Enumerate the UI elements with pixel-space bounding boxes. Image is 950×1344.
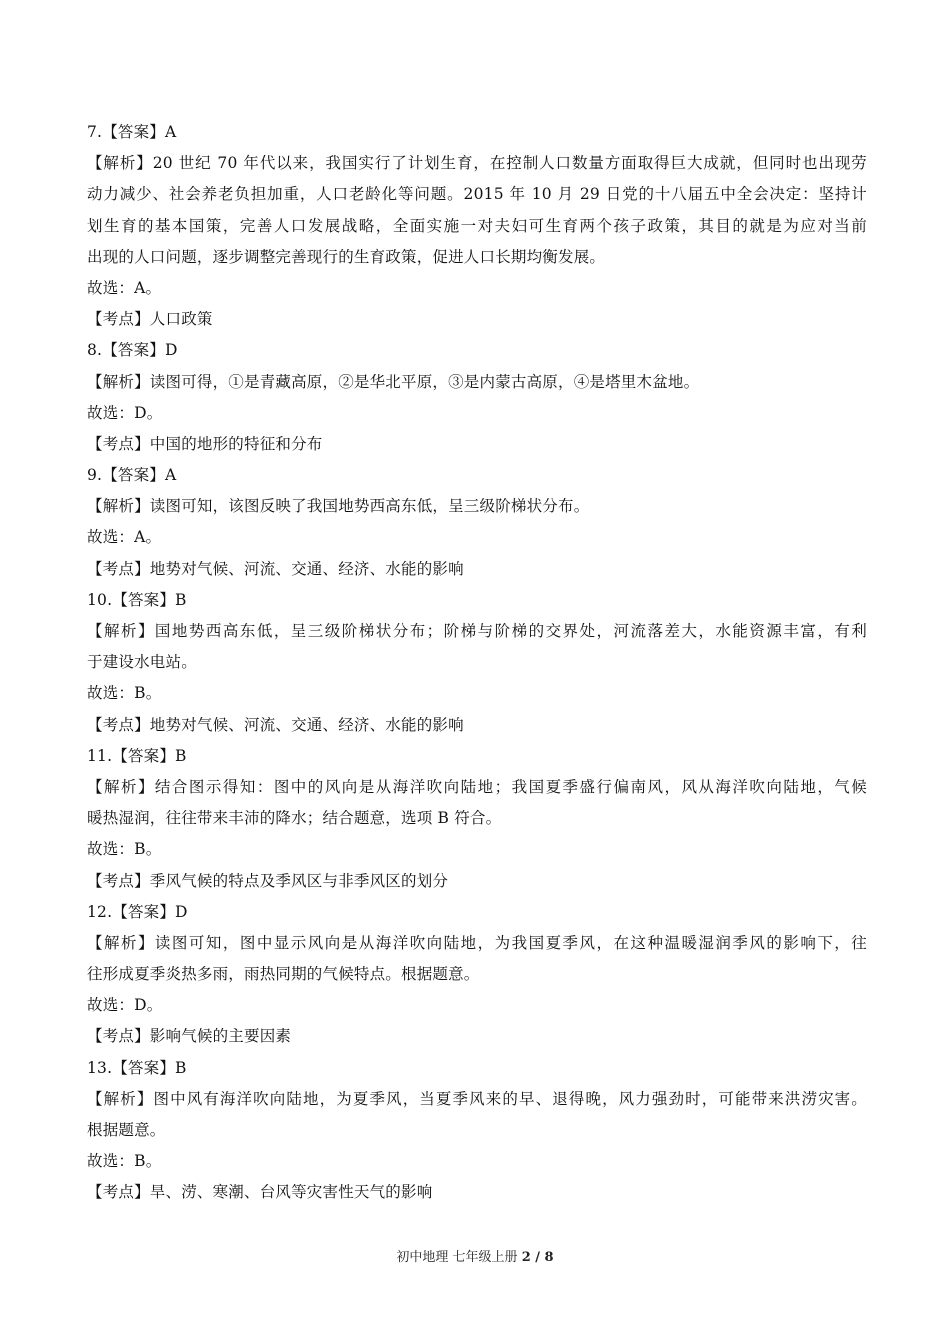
- text-line: 故选：B。: [87, 840, 162, 859]
- text-line: 8.【答案】D: [87, 341, 178, 360]
- footer-label: 初中地理 七年级上册: [396, 1250, 518, 1265]
- text-line: 暖热湿润，往往带来丰沛的降水；结合题意，选项 B 符合。: [87, 809, 502, 828]
- text-line: 12.【答案】D: [87, 902, 188, 921]
- text-line: 【考点】地势对气候、河流、交通、经济、水能的影响: [87, 715, 464, 734]
- text-line: 11.【答案】B: [87, 746, 187, 765]
- text-line: 【解析】20 世纪 70 年代以来，我国实行了计划生育，在控制人口数量方面取得巨大成就，但同时也出现劳: [87, 154, 867, 173]
- text-line: 划生育的基本国策，完善人口发展战略，全面实施一对夫妇可生育两个孩子政策，其目的就是为应对当前: [87, 216, 867, 235]
- text-line: 【考点】地势对气候、河流、交通、经济、水能的影响: [87, 559, 464, 578]
- text-line: 13.【答案】B: [87, 1058, 187, 1077]
- text-line: 故选：A。: [87, 278, 162, 297]
- text-line: 【考点】旱、涝、寒潮、台风等灾害性天气的影响: [87, 1183, 433, 1202]
- text-line: 根据题意。: [87, 1121, 166, 1139]
- answer-analysis-body: [87, 117, 867, 1209]
- text-line: 【解析】读图可知，该图反映了我国地势西高东低，呈三级阶梯状分布。: [87, 497, 590, 516]
- text-line: 10.【答案】B: [87, 590, 187, 609]
- page-footer: [0, 1246, 950, 1265]
- text-line: 【考点】中国的地形的特征和分布: [87, 434, 323, 453]
- text-line: 【解析】结合图示得知：图中的风向是从海洋吹向陆地；我国夏季盛行偏南风，风从海洋吹向陆地，气候: [87, 777, 867, 796]
- text-line: 动力减少、社会养老负担加重，人口老龄化等问题。2015 年 10 月 29 日党的十八届五中全会决定：坚持计: [87, 185, 867, 204]
- text-line: 【解析】国地势西高东低，呈三级阶梯状分布；阶梯与阶梯的交界处，河流落差大，水能资源丰富，有利: [87, 622, 867, 640]
- text-line: 故选：B。: [87, 684, 162, 703]
- text-line: 故选：D。: [87, 996, 163, 1015]
- text-line: 【考点】季风气候的特点及季风区与非季风区的划分: [87, 871, 449, 890]
- text-line: 【解析】读图可得，①是青藏高原，②是华北平原，③是内蒙古高原，④是塔里木盆地。: [87, 372, 700, 391]
- text-line: 【考点】影响气候的主要因素: [87, 1027, 292, 1046]
- text-line: 往形成夏季炎热多雨，雨热同期的气候特点。根据题意。: [87, 965, 480, 984]
- text-line: 【考点】人口政策: [87, 310, 213, 329]
- text-line: 故选：A。: [87, 528, 162, 547]
- text-line: 故选：B。: [87, 1152, 162, 1171]
- text-line: 7.【答案】A: [87, 123, 177, 141]
- page-number: 2 / 8: [521, 1250, 554, 1265]
- text-line: 9.【答案】A: [87, 466, 177, 485]
- text-line: 于建设水电站。: [87, 653, 197, 672]
- text-line: 出现的人口问题，逐步调整完善现行的生育政策，促进人口长期均衡发展。: [87, 247, 606, 266]
- text-line: 故选：D。: [87, 403, 163, 422]
- text-line: 【解析】读图可知，图中显示风向是从海洋吹向陆地，为我国夏季风，在这种温暖湿润季风的影响下，往: [87, 933, 867, 952]
- text-line: 【解析】图中风有海洋吹向陆地，为夏季风，当夏季风来的早、退得晚，风力强劲时，可能带来洪涝灾害。: [87, 1089, 867, 1108]
